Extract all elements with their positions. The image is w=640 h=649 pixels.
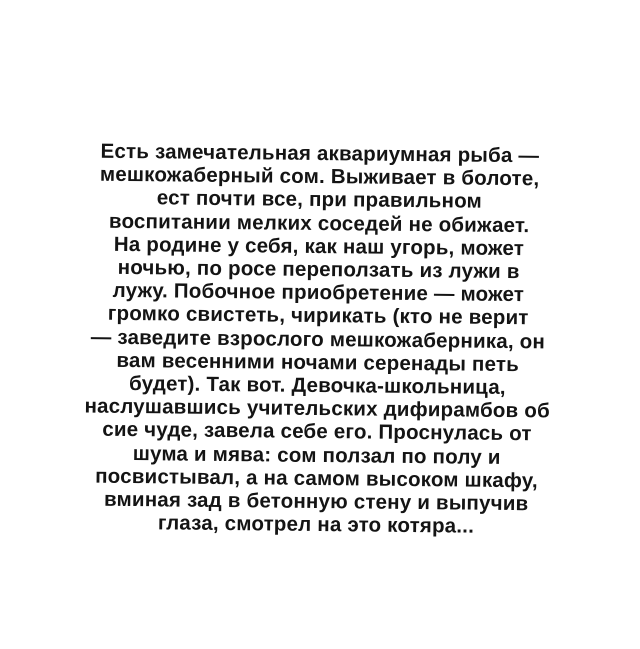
text-line: лужу. Побочное приобретение — может xyxy=(112,279,525,307)
text-line: громко свистеть, чирикать (кто не верит xyxy=(107,302,529,330)
text-line: глаза, смотрел на это котяра... xyxy=(157,511,475,538)
text-line: будет). Так вот. Девочка-школьница, xyxy=(128,372,506,399)
text-line: наслушавшись учительских дифирамбов об xyxy=(84,394,551,423)
text-line: воспитании мелких соседей не обижает. xyxy=(108,209,530,237)
text-line: вам весенними ночами серенады петь xyxy=(116,348,520,376)
text-line: мешкожаберный сом. Выживает в болоте, xyxy=(99,162,540,191)
text-line: посвистывал, а на самом высоком шкафу, xyxy=(95,464,538,493)
text-line: вминая зад в бетонную стену и выпучив xyxy=(103,487,529,516)
text-line: На родине у себя, как наш угорь, может xyxy=(113,232,525,260)
text-line: — заведите взрослого мешкожаберника, он xyxy=(90,325,546,353)
text-line: Есть замечательная аквариумная рыба — xyxy=(100,139,540,168)
text-line: шума и мява: сом ползал по полу и xyxy=(132,441,501,469)
text-line: ночью, по росе переползать из лужи в xyxy=(117,255,520,284)
text-line: ест почти все, при правильном xyxy=(156,186,483,214)
text-line: сие чуде, завела себе его. Проснулась от xyxy=(102,418,532,446)
story-text xyxy=(60,139,576,539)
